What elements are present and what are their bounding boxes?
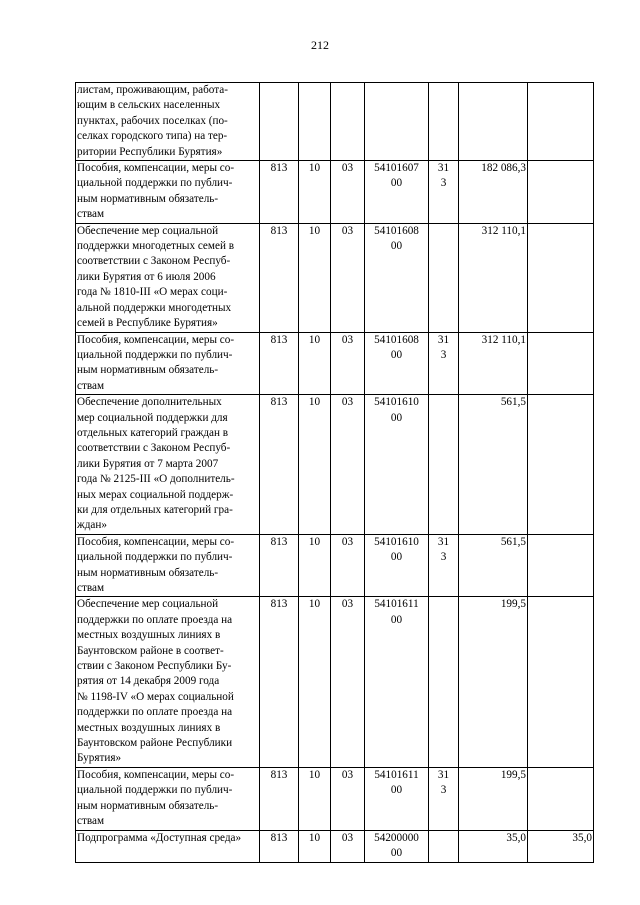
grbs-cell: 813	[260, 534, 299, 597]
grbs-cell: 813	[260, 767, 299, 830]
subsection-cell: 03	[331, 332, 365, 395]
amount-cell: 35,0	[459, 830, 528, 862]
expense-type-cell	[429, 395, 459, 535]
section-cell: 10	[299, 597, 331, 767]
amount-2-cell	[528, 767, 594, 830]
amount-cell: 199,5	[459, 767, 528, 830]
expense-type-cell	[429, 597, 459, 767]
amount-2-cell	[528, 597, 594, 767]
row-name: Обеспечение мер социальной поддержки многодетных семей в соответствии с Законом Респуб- лики Бурятия от 6 июля 2006 года № 1810-III «О мерах соци- альной поддержки многодетных семей в Республике Бурятия»	[76, 223, 260, 332]
amount-2-cell: 35,0	[528, 830, 594, 862]
grbs-cell: 813	[260, 161, 299, 224]
section-cell	[299, 83, 331, 161]
amount-cell: 312 110,1	[459, 332, 528, 395]
table-row	[76, 223, 594, 332]
subsection-cell: 03	[331, 830, 365, 862]
expense-type-cell: 31 3	[429, 161, 459, 224]
grbs-cell: 813	[260, 597, 299, 767]
target-article-cell: 54101607 00	[365, 161, 429, 224]
table-row	[76, 767, 594, 830]
grbs-cell: 813	[260, 395, 299, 535]
expense-type-cell: 31 3	[429, 332, 459, 395]
grbs-cell: 813	[260, 332, 299, 395]
table-row	[76, 597, 594, 767]
subsection-cell	[331, 83, 365, 161]
amount-2-cell	[528, 332, 594, 395]
row-name: Пособия, компенсации, меры со- циальной поддержки по публич- ным нормативным обязатель- ствам	[76, 332, 260, 395]
target-article-cell: 54101608 00	[365, 223, 429, 332]
expense-type-cell	[429, 223, 459, 332]
row-name: Пособия, компенсации, меры со- циальной поддержки по публич- ным нормативным обязатель- ствам	[76, 161, 260, 224]
amount-2-cell	[528, 83, 594, 161]
expense-type-cell: 31 3	[429, 534, 459, 597]
amount-2-cell	[528, 161, 594, 224]
target-article-cell: 54101610 00	[365, 534, 429, 597]
table-row	[76, 332, 594, 395]
table-row	[76, 395, 594, 535]
table-row	[76, 830, 594, 862]
amount-2-cell	[528, 223, 594, 332]
page-number: 212	[311, 38, 329, 52]
target-article-cell: 54200000 00	[365, 830, 429, 862]
subsection-cell: 03	[331, 767, 365, 830]
section-cell: 10	[299, 767, 331, 830]
section-cell: 10	[299, 395, 331, 535]
row-name: Пособия, компенсации, меры со- циальной поддержки по публич- ным нормативным обязатель- ствам	[76, 767, 260, 830]
table-row	[76, 83, 594, 161]
budget-table	[75, 82, 594, 863]
row-name: Обеспечение мер социальной поддержки по оплате проезда на местных воздушных линиях в Баунтовском районе в соответ- ствии с Законом Республики Бу- рятия от 14 декабря 2009 года № 1198-IV «О мерах социальной поддержки по оплате проезда на местных воздушных линиях в Баунтовском районе Республики Бурятия»	[76, 597, 260, 767]
subsection-cell: 03	[331, 395, 365, 535]
target-article-cell: 54101608 00	[365, 332, 429, 395]
subsection-cell: 03	[331, 161, 365, 224]
amount-cell: 561,5	[459, 395, 528, 535]
subsection-cell: 03	[331, 534, 365, 597]
amount-cell: 182 086,3	[459, 161, 528, 224]
section-cell: 10	[299, 332, 331, 395]
grbs-cell: 813	[260, 830, 299, 862]
row-name: листам, проживающим, работа- ющим в сельских населенных пунктах, рабочих поселках (по- селках городского типа) на тер- ритории Республики Бурятия»	[76, 83, 260, 161]
amount-cell	[459, 83, 528, 161]
amount-cell: 561,5	[459, 534, 528, 597]
grbs-cell	[260, 83, 299, 161]
subsection-cell: 03	[331, 597, 365, 767]
expense-type-cell: 31 3	[429, 767, 459, 830]
expense-type-cell	[429, 830, 459, 862]
table-row	[76, 161, 594, 224]
amount-cell: 312 110,1	[459, 223, 528, 332]
target-article-cell	[365, 83, 429, 161]
amount-2-cell	[528, 534, 594, 597]
row-name: Пособия, компенсации, меры со- циальной поддержки по публич- ным нормативным обязатель- ствам	[76, 534, 260, 597]
subsection-cell: 03	[331, 223, 365, 332]
section-cell: 10	[299, 223, 331, 332]
table-row	[76, 534, 594, 597]
grbs-cell: 813	[260, 223, 299, 332]
section-cell: 10	[299, 161, 331, 224]
row-name: Подпрограмма «Доступная среда»	[76, 830, 260, 862]
section-cell: 10	[299, 534, 331, 597]
target-article-cell: 54101611 00	[365, 767, 429, 830]
target-article-cell: 54101610 00	[365, 395, 429, 535]
expense-type-cell	[429, 83, 459, 161]
row-name: Обеспечение дополнительных мер социальной поддержки для отдельных категорий граждан в соответствии с Законом Респуб- лики Бурятия от 7 марта 2007 года № 2125-III «О дополнитель- ных мерах социальной поддерж- ки для отдельных категорий гра- ждан»	[76, 395, 260, 535]
amount-2-cell	[528, 395, 594, 535]
target-article-cell: 54101611 00	[365, 597, 429, 767]
amount-cell: 199,5	[459, 597, 528, 767]
section-cell: 10	[299, 830, 331, 862]
